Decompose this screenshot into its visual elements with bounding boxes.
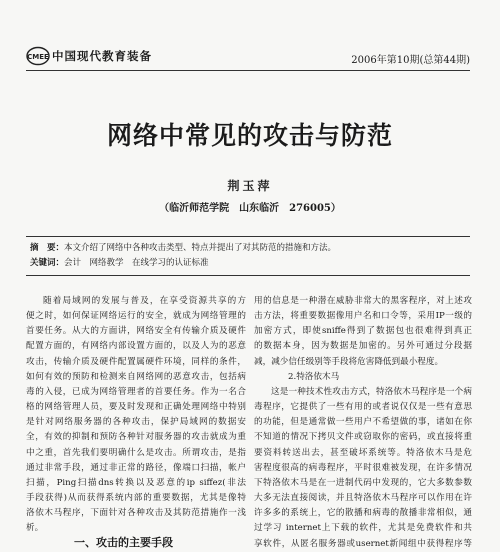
body-line: 加密方式，即使sniffe得到了数据包也很难得到真正 [254, 326, 472, 337]
body-line: 首要任务。从大的方面讲，网络安全有传输介质及硬件 [26, 326, 246, 337]
svg-text:CMEE: CMEE [27, 52, 49, 61]
body-line: 用的信息是一种潜在威胁非常大的黑客程序，对上述攻 [254, 296, 472, 306]
abstract-row [26, 241, 470, 256]
journal-logo-icon [26, 46, 50, 66]
body-line: 毒程序，它提供了一些有用的或者说仅仅是一些有意思 [254, 402, 472, 413]
body-line: 的数据本身，因为数据是加密的。另外可通过分段据 [254, 341, 472, 352]
body-line: 手段获得)从而获得系统内部的重要数据，尤其是像特 [26, 493, 246, 504]
body-line: 的功能，但是通常做一些用户不希望做的事，诸如在你 [254, 417, 472, 428]
author-name: 荆玉萍 [227, 179, 273, 193]
body-line: 析。 [26, 523, 44, 534]
keywords-row [26, 256, 470, 271]
body-line: 下特洛依木马是在一进制代码中发现的，它大多数参数 [254, 477, 472, 488]
keywords-text: 会计 网络教学 在线学习的认证标准 [64, 258, 209, 268]
body-left-column [26, 294, 246, 537]
article-title: 网络中常见的攻击与防范 [106, 121, 393, 150]
keywords-label: 关键词： [30, 258, 65, 268]
abstract-text: 本文介绍了网络中各种攻击类型、特点并提出了对其防范的措施和方法。 [64, 243, 337, 253]
body-line: 大多无法直接阅读，并且特洛依木马程序可以作用在许 [254, 493, 472, 504]
body-line: 全，有效的抑制和预防各种针对服务器的攻击就成为重 [26, 432, 246, 443]
body-line: 格的网络管理人员，要及时发现和正确处理网络中特别 [26, 402, 246, 413]
body-line: 洛依木马程序，下面针对各种攻击及其防范措施作一浅 [26, 508, 246, 519]
body-line: 许多多的系统上，它的散播和病毒的散播非常相似，通 [254, 508, 472, 519]
body-line: 配置方面的，有网络内部设置方面的，以及人为的恶意 [26, 341, 246, 352]
body-line: 攻击，传输介质及硬件配置属硬件环境，同样的条件， [26, 356, 246, 367]
abstract-label: 摘 要： [30, 243, 65, 253]
issue-info: 2006年第10期(总第44期) [351, 55, 470, 66]
body-line: 如何有效的预防和检测来自网络网的恶意攻击，包括病 [26, 371, 246, 382]
body-line: 要资料转送出去，甚至破坏系统等。特洛依木马是危 [254, 447, 472, 458]
body-line: 通过非常手段，通过非正常的路径，像端口扫描，帐户 [26, 462, 246, 473]
body-line: 减，减少信任级别等手段将危害降低到最小程度。 [254, 356, 444, 367]
body-line: 击方法，将重要数据像用户名和口令等，采用IP一级的 [254, 311, 472, 322]
header-divider [26, 70, 470, 71]
body-line: 随着局域网的发展与普及，在享受资源共享的方 [43, 296, 246, 306]
journal-name: 中国现代教育装备 [52, 49, 152, 63]
body-line: 毒的入侵，已成为网络管理者的首要任务。作为一名合 [26, 386, 246, 397]
author-affiliation: （临沂师范学院 山东临沂 276005） [159, 203, 341, 214]
body-line: 扫描，Ping扫描dns转换以及恶意的ip siffez(非法 [26, 477, 246, 488]
body-line: 便之时，如何保证网络运行的安全，就成为网络管理的 [26, 311, 246, 322]
body-line: 不知道的情况下拷贝文件或窃取你的密码，或直接将重 [254, 432, 472, 443]
body-line: 中之重，首先我们要明确什么是攻击。所谓攻击，是指 [26, 447, 246, 458]
body-line: 享软件，从匿名服务器或usernet新闻组中获得程序等 [254, 538, 472, 549]
body-line: 是针对网络服务器的各种攻击，保护局域网的数据安 [26, 417, 246, 428]
abstract-box [26, 236, 470, 276]
body-line: 害程度很高的病毒程序，平时很难被发现，在许多情况 [254, 462, 472, 473]
subsection-heading: 2.特洛依木马 [288, 371, 340, 382]
body-right-column [254, 294, 472, 552]
body-line: 这是一种技术性攻击方式，特洛依木马程序是一个病 [271, 386, 472, 397]
body-line: 过学习 internet上下载的软件，尤其是免费软件和共 [254, 523, 472, 534]
section-heading: 一、攻击的主要手段 [74, 536, 173, 549]
